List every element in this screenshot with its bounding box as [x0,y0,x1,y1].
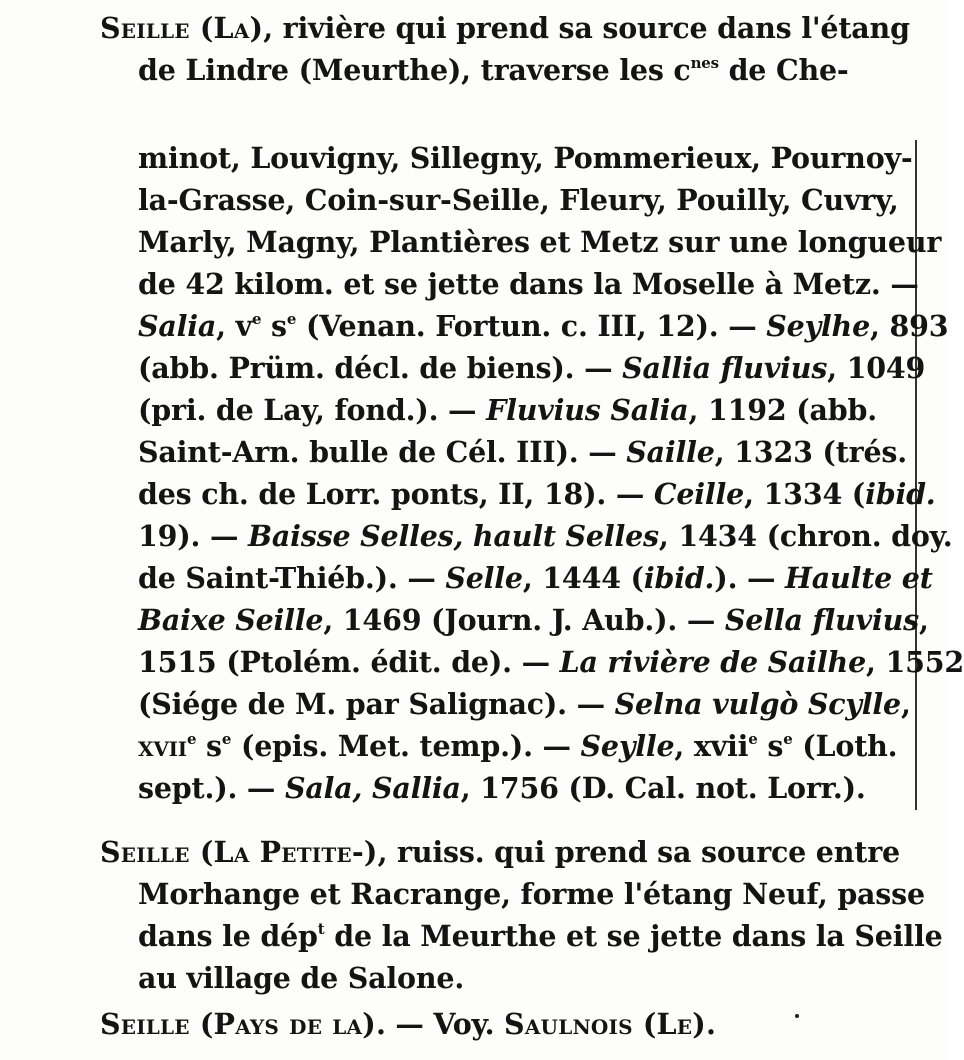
entry-line [138,642,964,682]
entry-text: (pri. de Lay, fond.). — [138,393,487,427]
historical-form: Sella fluvius [724,603,920,637]
superscript: e [251,309,262,328]
entry-text: minot, Louvigny, Sillegny, Pommerieux, Pournoy- [138,141,913,175]
entry-text: , 1756 (D. Cal. not. Lorr.). [460,771,866,805]
entry-line [138,306,948,346]
entry-text: (epis. Met. temp.). — [231,729,581,763]
reference: ibid. [643,561,715,595]
superscript: e [221,729,232,748]
entry-line [138,180,899,220]
entry-text: s [757,729,784,763]
entry-text: , 1444 ( [522,561,644,595]
entry-line [138,390,877,430]
entry-text: , v [216,309,252,343]
historical-form: Baixe Seille [138,603,324,637]
entry-text: , 1049 [827,351,926,385]
entry-line [138,222,941,262]
entry-text: , [900,687,911,721]
entry-text: sept.). — [138,771,285,805]
historical-form: Saille [626,435,715,469]
entry-line [138,768,866,808]
reference: ibid. [865,477,936,511]
entry-text: de Saint-Thiéb.). — [138,561,446,595]
entry-line [138,348,925,388]
entry-text: (Siége de M. par Salignac). — [138,687,615,721]
historical-form: Selna vulgò Scylle [614,687,901,721]
entry-line [138,516,953,556]
entry-text: 19). — [138,519,249,553]
ink-speck [795,1014,799,1018]
entry-line [138,916,943,956]
entry-line [138,726,897,766]
entry-text: la-Grasse, Coin-sur-Seille, Fleury, Pouilly, Cuvry, [138,183,899,217]
entry-text: , 893 [870,309,949,343]
entry-line [138,684,911,724]
entry-text: , 1434 (chron. doy. [658,519,953,553]
cross-reference: Saulnois (Le) [504,1007,706,1041]
historical-form: Selle [445,561,523,595]
superscript: e [286,309,297,328]
entry-text: ). — [714,561,786,595]
historical-form: Fluvius Salia [486,393,689,427]
entry-text: au village de Salone. [138,961,465,995]
entry-line [138,432,907,472]
entry-line [138,474,936,514]
entry-line [100,8,910,48]
entry-text: , rivière qui prend sa source dans l'étang [263,11,910,45]
entry-text: s [261,309,287,343]
entry-headword: Seille (Pays de la) [100,1007,376,1041]
historical-form: Salia [138,309,217,343]
entry-headword: Seille (La) [100,11,264,45]
entry-text: (Venan. Fortun. c. III, 12). — [296,309,767,343]
historical-form: Sallia fluvius [622,351,828,385]
entry-text: de 42 kilom. et se jette dans la Moselle à Metz. — [138,267,919,301]
entry-text: de Che- [718,53,849,87]
entry-text: Saint-Arn. bulle de Cél. III). — [138,435,627,469]
historical-form: Seylhe [766,309,871,343]
superscript: nes [690,53,719,72]
entry-text: (Loth. [792,729,898,763]
entry-text: , 1323 (trés. [714,435,907,469]
entry-text: , 1469 (Journ. J. Aub.). — [323,603,725,637]
entry-text: Morhange et Racrange, forme l'étang Neuf, passe [138,877,925,911]
superscript: e [748,729,758,748]
entry-text: , xvii [674,729,749,763]
entry-text: Marly, Magny, Plantières et Metz sur une longueur [138,225,942,259]
superscript: e [783,729,793,748]
entry-text: dans le dép [138,919,318,953]
entry-text: , 1192 (abb. [688,393,877,427]
entry-headword: Seille (La Petite-) [100,835,378,869]
entry-line [100,832,900,872]
entry-text: , ruiss. qui prend sa source entre [377,835,900,869]
entry-text: de Lindre (Meurthe), traverse les c [138,53,691,87]
entry-text: , [919,603,929,637]
superscript: e [186,729,197,748]
historical-form: Seylle [580,729,675,763]
entry-line [138,874,925,914]
entry-line [100,1004,716,1044]
entry-text: , 1552 [866,645,964,679]
entry-text: (abb. Prüm. décl. de biens). — [138,351,623,385]
entry-text: . [705,1007,716,1041]
historical-form: La rivière de Sailhe [559,645,867,679]
entry-text: des ch. de Lorr. ponts, II, 18). — [138,477,654,511]
entry-text: s [196,729,222,763]
historical-form: Haulte et [785,561,933,595]
entry-line [138,138,913,178]
entry-text: , 1334 ( [744,477,866,511]
historical-form: Baisse Selles, hault Selles [248,519,659,553]
historical-form: Sala, Sallia [284,771,461,805]
entry-line [138,958,464,998]
historical-form: Ceille [653,477,745,511]
entry-text: 1515 (Ptolém. édit. de). — [138,645,560,679]
entry-line [138,50,849,90]
entry-text: de la Meurthe et se jette dans la Seille [324,919,943,953]
entry-text: . — Voy. [375,1007,505,1041]
superscript: t [317,919,325,938]
entry-line [138,264,919,304]
entry-line [138,600,929,640]
entry-line [138,558,933,598]
century-numeral: xvii [138,729,187,763]
